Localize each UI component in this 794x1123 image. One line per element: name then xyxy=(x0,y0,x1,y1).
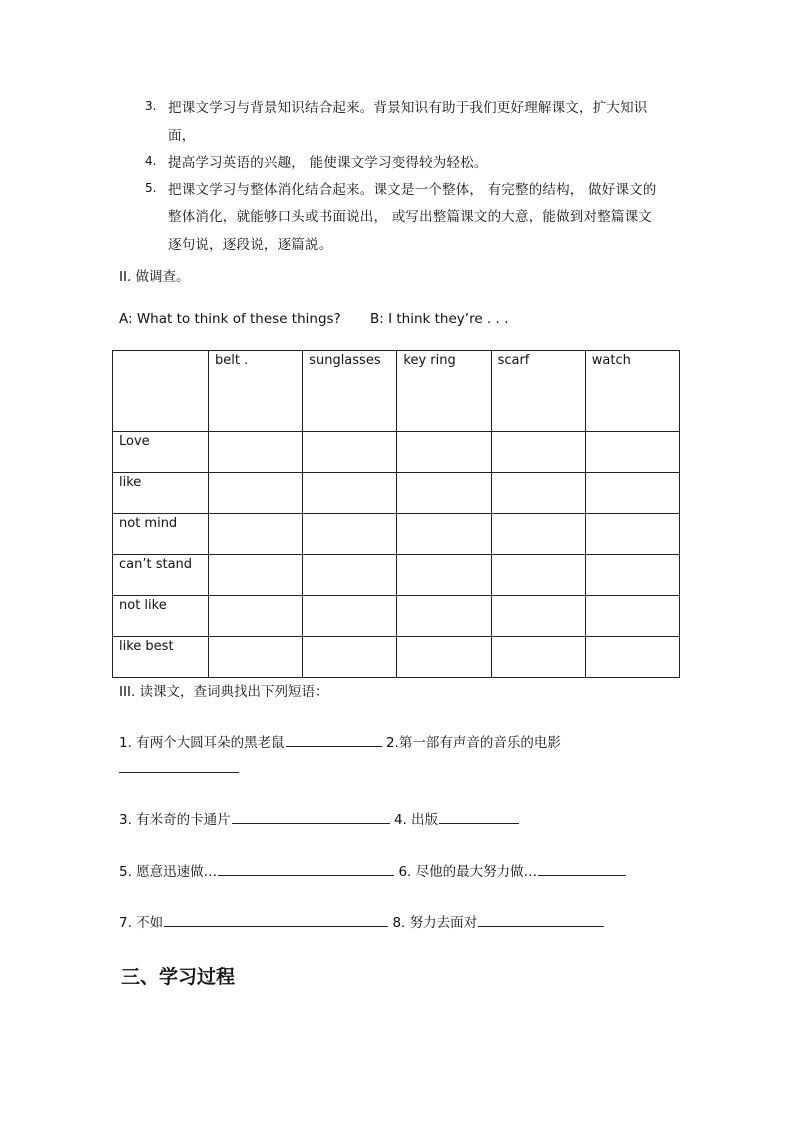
exercise-prompt: 6. 尽他的最大努力做… xyxy=(398,864,538,880)
table-cell[interactable] xyxy=(585,432,679,473)
table-cell[interactable] xyxy=(491,432,585,473)
section-2-title: II. 做调查。 xyxy=(119,269,190,285)
table-cell[interactable] xyxy=(303,637,397,678)
exercise-prompt: 8. 努力去面对 xyxy=(392,915,478,931)
table-cell[interactable] xyxy=(397,473,491,514)
table-cell[interactable] xyxy=(491,473,585,514)
section-3-title: III. 读课文，查词典找出下列短语： xyxy=(119,684,329,700)
column-header: watch xyxy=(585,351,679,432)
exercise-line-1 xyxy=(119,731,561,751)
dialog-b: B: I think they’re . . . xyxy=(370,311,509,327)
section-heading: 三、学习过程 xyxy=(121,966,236,988)
table-cell[interactable] xyxy=(209,555,303,596)
list-text: 逐句说，逐段说，逐篇説。 xyxy=(168,237,333,253)
table-row xyxy=(113,596,680,637)
row-label: Love xyxy=(113,432,209,473)
table-row xyxy=(113,514,680,555)
table-cell[interactable] xyxy=(585,473,679,514)
row-label: not like xyxy=(113,596,209,637)
exercise-prompt: 1. 有两个大圆耳朵的黑老鼠 xyxy=(119,735,285,751)
table-cell[interactable] xyxy=(209,637,303,678)
table-cell[interactable] xyxy=(209,432,303,473)
table-cell[interactable] xyxy=(303,473,397,514)
table-cell[interactable] xyxy=(491,637,585,678)
row-label: like best xyxy=(113,637,209,678)
table-cell[interactable] xyxy=(209,514,303,555)
list-text: 提高学习英语的兴趣， 能使课文学习变得较为轻松。 xyxy=(168,155,488,171)
exercise-line-3 xyxy=(119,860,626,880)
table-cell[interactable] xyxy=(585,637,679,678)
table-cell[interactable] xyxy=(209,596,303,637)
answer-blank[interactable] xyxy=(232,822,390,824)
table-cell[interactable] xyxy=(397,432,491,473)
table-header-row xyxy=(113,351,680,432)
column-header: key ring xyxy=(397,351,491,432)
table-cell[interactable] xyxy=(585,514,679,555)
column-header: scarf xyxy=(491,351,585,432)
table-cell[interactable] xyxy=(303,555,397,596)
table-row xyxy=(113,555,680,596)
column-header: sunglasses xyxy=(303,351,397,432)
answer-blank[interactable] xyxy=(439,822,519,824)
table-cell[interactable] xyxy=(491,514,585,555)
exercise-line-2 xyxy=(119,808,519,828)
exercise-line-4 xyxy=(119,911,604,931)
answer-blank[interactable] xyxy=(286,745,382,747)
list-number: 5. xyxy=(145,181,157,195)
list-text: 整体消化，就能够口头或书面说出， 或写出整篇课文的大意，能做到对整篇课文 xyxy=(168,209,652,225)
table-row xyxy=(113,637,680,678)
exercise-prompt: 4. 出版 xyxy=(393,812,439,828)
answer-blank[interactable] xyxy=(164,925,388,927)
table-cell[interactable] xyxy=(303,596,397,637)
table-cell[interactable] xyxy=(397,555,491,596)
table-cell[interactable] xyxy=(303,514,397,555)
table-cell[interactable] xyxy=(585,555,679,596)
row-label: like xyxy=(113,473,209,514)
list-text: 把课文学习与背景知识结合起来。背景知识有助于我们更好理解课文，扩大知识 xyxy=(168,100,648,116)
table-row xyxy=(113,432,680,473)
row-label: can’t stand xyxy=(113,555,209,596)
table-row xyxy=(113,473,680,514)
answer-blank[interactable] xyxy=(538,874,626,876)
exercise-prompt: 3. 有米奇的卡通片 xyxy=(119,812,231,828)
table-cell[interactable] xyxy=(397,514,491,555)
list-text: 把课文学习与整体消化结合起来。课文是一个整体， 有完整的结构， 做好课文的 xyxy=(168,182,657,198)
table-cell[interactable] xyxy=(397,637,491,678)
answer-blank[interactable] xyxy=(218,874,394,876)
exercise-prompt: 7. 不如 xyxy=(119,915,164,931)
answer-blank[interactable] xyxy=(478,925,604,927)
survey-table xyxy=(112,350,680,678)
table-corner-cell xyxy=(113,351,209,432)
column-header: belt . xyxy=(209,351,303,432)
exercise-prompt: 5. 愿意迅速做… xyxy=(119,864,218,880)
list-number: 4. xyxy=(145,154,157,168)
table-cell[interactable] xyxy=(303,432,397,473)
table-cell[interactable] xyxy=(491,596,585,637)
row-label: not mind xyxy=(113,514,209,555)
table-cell[interactable] xyxy=(585,596,679,637)
table-cell[interactable] xyxy=(491,555,585,596)
answer-blank[interactable] xyxy=(119,771,239,773)
exercise-line-1b xyxy=(119,761,239,777)
dialog-a: A: What to think of these things? xyxy=(119,311,341,327)
table-cell[interactable] xyxy=(209,473,303,514)
exercise-prompt: 2.第一部有声音的音乐的电影 xyxy=(385,735,561,751)
list-text: 面， xyxy=(168,128,196,144)
list-number: 3. xyxy=(145,99,157,113)
table-cell[interactable] xyxy=(397,596,491,637)
